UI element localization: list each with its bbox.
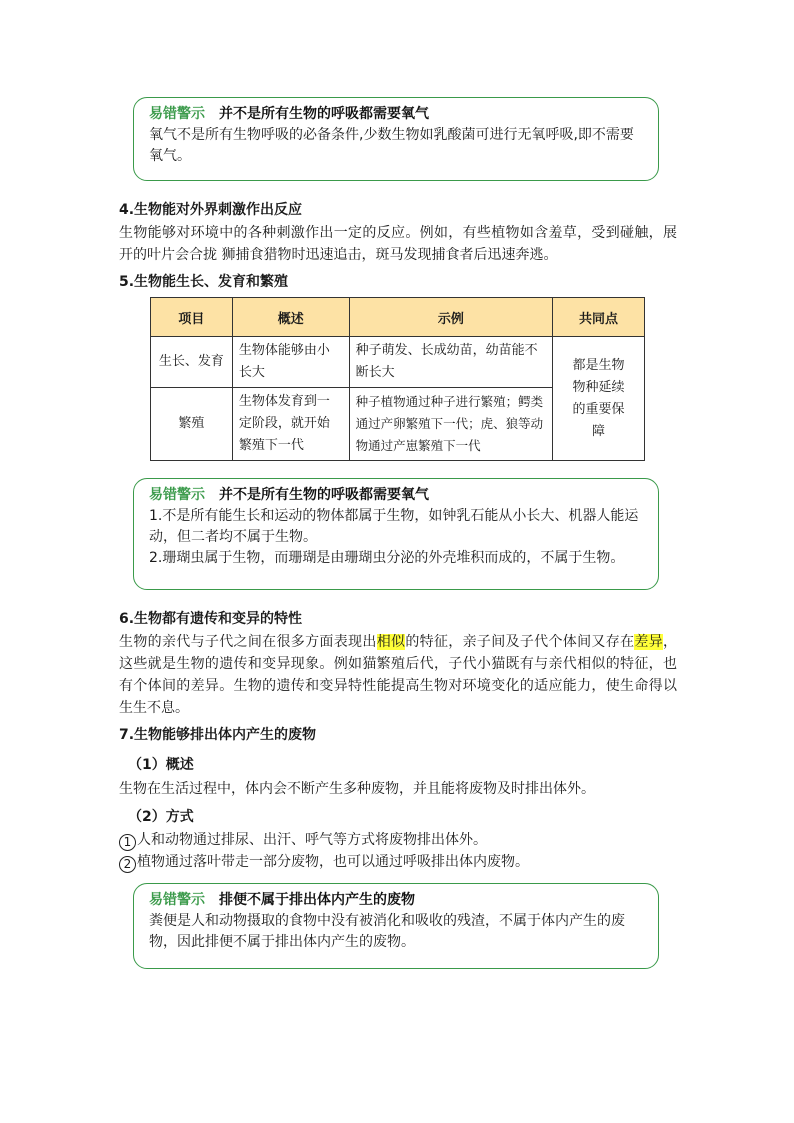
- table-header-cell: 共同点: [553, 298, 645, 337]
- section-7-heading: 7.生物能够排出体内产生的废物: [119, 727, 317, 743]
- warning-box-header: [149, 104, 646, 125]
- table-row: [151, 337, 645, 388]
- table-cell-item: 繁殖: [151, 388, 233, 461]
- warning-box-header: [149, 485, 646, 506]
- circled-number: 2: [119, 856, 136, 873]
- method-text: 人和动物通过排尿、出汗、呼气等方式将废物排出体外。: [137, 832, 487, 848]
- table-cell-example: 种子植物通过种子进行繁殖；鳄类通过产卵繁殖下一代；虎、狼等动物通过产崽繁殖下一代: [349, 388, 553, 461]
- warning-title: 并不是所有生物的呼吸都需要氧气: [219, 487, 429, 503]
- warning-line-2: 2.珊瑚虫属于生物，而珊瑚是由珊瑚虫分泌的外壳堆积而成的，不属于生物。: [149, 550, 625, 566]
- warning-title: 排便不属于排出体内产生的废物: [219, 892, 415, 908]
- section-5-heading: 5.生物能生长、发育和繁殖: [119, 274, 289, 290]
- text-run: 的特征，亲子间及子代个体间又存在: [405, 634, 635, 650]
- warning-tag: 易错警示: [149, 487, 205, 503]
- section-4-body: 生物能够对环境中的各种刺激作出一定的反应。例如，有些植物如含羞草，受到碰触，展开的叶片会合拢 狮捕食猎物时迅速追击，斑马发现捕食者后迅速奔逃。: [119, 225, 677, 263]
- warning-box-defecation: [133, 883, 659, 969]
- table-cell-summary: 生物体发育到一定阶段，就开始繁殖下一代: [232, 388, 349, 461]
- warning-line-1: 1.不是所有能生长和运动的物体都属于生物，如钟乳石能从小长大、机器人能运动，但二者均不属于生物。: [149, 508, 639, 545]
- highlight-similar: 相似: [376, 634, 406, 650]
- warning-body: 氧气不是所有生物呼吸的必备条件,少数生物如乳酸菌可进行无氧呼吸,即不需要氧气。: [149, 127, 634, 164]
- warning-box-living-things: [133, 478, 659, 590]
- warning-body: 粪便是人和动物摄取的食物中没有被消化和吸收的残渣，不属于体内产生的废物，因此排便不属于排出体内产生的废物。: [149, 913, 625, 950]
- circled-number: 1: [119, 834, 136, 851]
- method-item-2: [119, 851, 677, 873]
- highlight-difference: 差异: [634, 634, 664, 650]
- method-item-1: [119, 829, 677, 851]
- subsection-methods-heading: （2）方式: [128, 809, 194, 825]
- growth-table: [150, 297, 645, 461]
- table-cell-item: 生长、发育: [151, 337, 233, 388]
- warning-box-header: [149, 890, 646, 911]
- text-run: ，这些就是生物的遗传和变异现象。例如猫繁殖后代，子代小猫既有与亲代相似的特征，也有个体间的差异。生物的遗传和变异特性能提高生物对环境变化的适应能力，使生命得以生生不息。: [119, 634, 678, 716]
- subsection-overview-heading: （1）概述: [128, 757, 194, 773]
- section-6-heading: 6.生物都有遗传和变异的特性: [119, 611, 303, 627]
- table-header-cell: 示例: [349, 298, 553, 337]
- table-cell-summary: 生物体能够由小长大: [232, 337, 349, 388]
- table-cell-common: 都是生物物种延续的重要保障: [553, 337, 645, 461]
- table-header-row: [151, 298, 645, 337]
- section-4-heading: 4.生物能对外界刺激作出反应: [119, 202, 303, 218]
- warning-tag: 易错警示: [149, 106, 205, 122]
- overview-body: 生物在生活过程中，体内会不断产生多种废物，并且能将废物及时排出体外。: [119, 781, 595, 797]
- warning-tag: 易错警示: [149, 892, 205, 908]
- table-header-cell: 项目: [151, 298, 233, 337]
- section-6-body: [119, 631, 677, 719]
- table-cell-example: 种子萌发、长成幼苗，幼苗能不断长大: [349, 337, 553, 388]
- warning-box-oxygen: [133, 97, 659, 181]
- method-text: 植物通过落叶带走一部分废物，也可以通过呼吸排出体内废物。: [137, 854, 529, 870]
- text-run: 生物的亲代与子代之间在很多方面表现出: [119, 634, 377, 650]
- warning-title: 并不是所有生物的呼吸都需要氧气: [219, 106, 429, 122]
- table-header-cell: 概述: [232, 298, 349, 337]
